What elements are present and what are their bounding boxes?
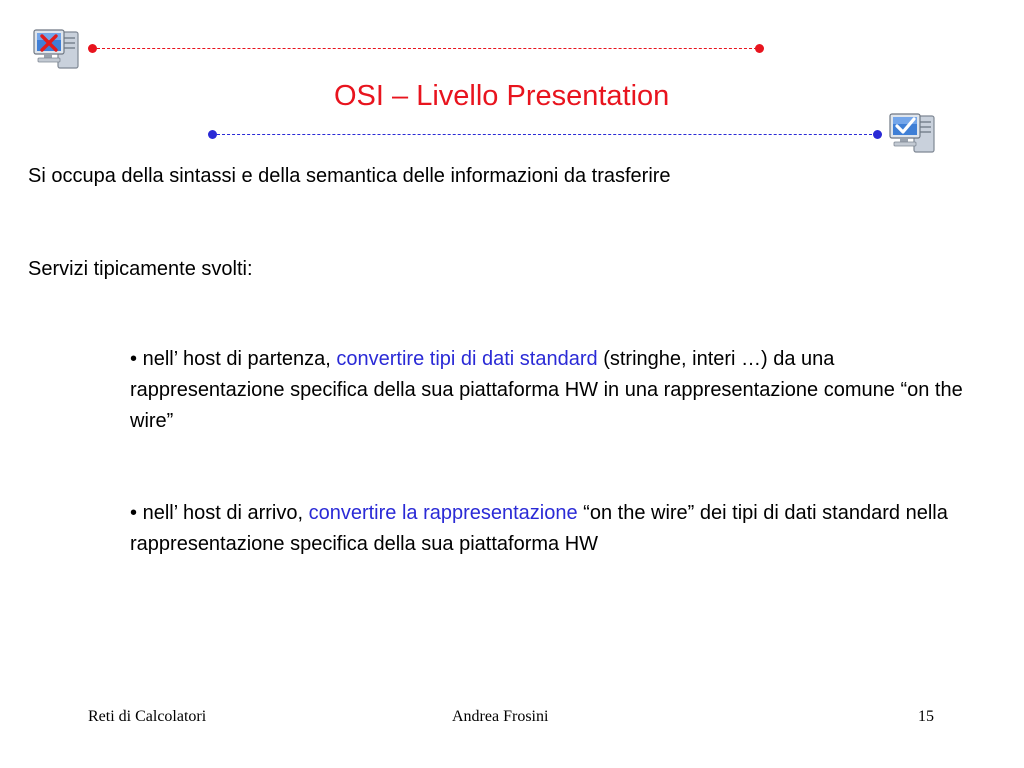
bottom-line-end-dot xyxy=(873,130,882,139)
top-line-start-dot xyxy=(88,44,97,53)
bullet-highlight: convertire tipi di dati standard xyxy=(336,348,598,370)
bullet-marker: • xyxy=(130,348,138,370)
slide-title: OSI – Livello Presentation xyxy=(334,80,670,112)
bullet-text: nell’ host di arrivo, xyxy=(137,502,309,524)
bullet-item-2 xyxy=(130,498,980,560)
footer-author: Andrea Frosini xyxy=(452,708,549,725)
top-dashed-line xyxy=(97,48,757,49)
bullet-item-1 xyxy=(130,344,980,437)
bullet-marker: • xyxy=(130,502,138,524)
top-line-end-dot xyxy=(755,44,764,53)
computer-check-icon xyxy=(886,108,938,160)
bullet-text: (stringhe, interi …) da una rappresentazione specifica della sua piattaforma HW in una rappresentazione comune “on the wire” xyxy=(130,348,963,432)
intro-text: Si occupa della sintassi e della semantica delle informazioni da trasferire xyxy=(28,165,671,187)
page-number: 15 xyxy=(918,708,934,725)
bottom-dashed-line xyxy=(217,134,877,135)
bullet-highlight: convertire la rappresentazione xyxy=(308,502,578,524)
services-heading: Servizi tipicamente svolti: xyxy=(28,258,253,280)
bottom-line-start-dot xyxy=(208,130,217,139)
footer-course: Reti di Calcolatori xyxy=(88,708,207,725)
computer-error-icon xyxy=(30,24,82,76)
bullet-text: nell’ host di partenza, xyxy=(137,348,337,370)
bullet-text: “on the wire” dei tipi di dati standard nella rappresentazione specifica della sua piattaforma HW xyxy=(130,502,948,555)
